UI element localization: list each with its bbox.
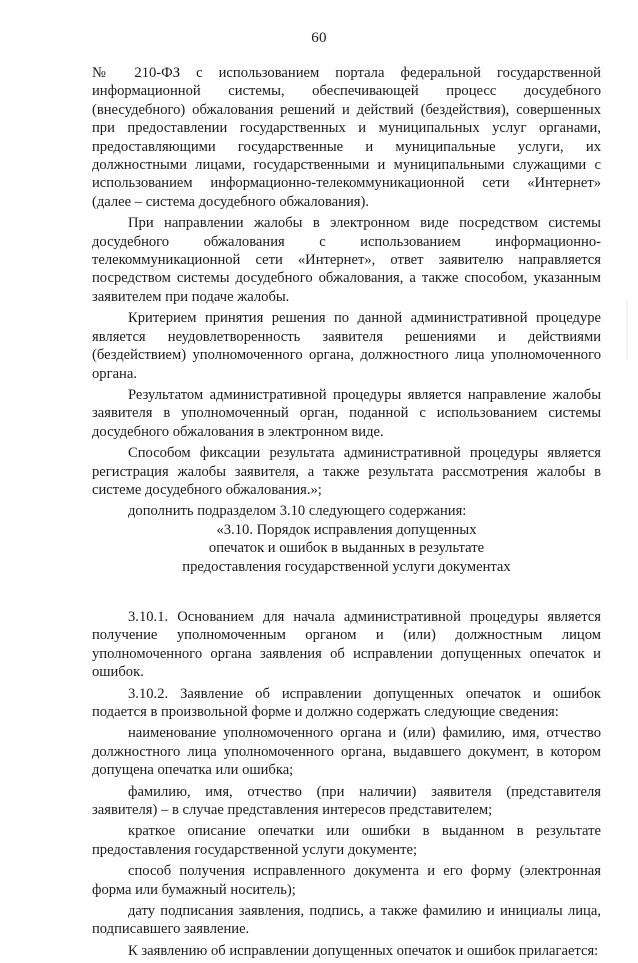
list-item: краткое описание опечатки или ошибки в выданном в результате предоставления государственной услуги документе; [92,823,601,858]
paragraph-attachments: К заявлению об исправлении допущенных опечаток и ошибок прилагается: [128,942,599,959]
paragraph-decision-criterion: Критерием принятия решения по данной административной процедуре является неудовлетворенность заявителя решениями и действиями (бездействием) уполномоченного органа, должностного лица уполномоченного органа. [92,310,601,382]
list-item: фамилию, имя, отчество (при наличии) заявителя (представителя заявителя) – в случае представления интересов представителем; [92,783,601,819]
scan-edge-shadow [626,300,628,360]
paragraph-procedure-result: Результатом административной процедуры является направление жалобы заявителя в уполномоченный орган, поданной с использованием системы досудебного обжалования в электронном виде. [92,386,601,440]
paragraph-electronic-complaint: При направлении жалобы в электронном виде посредством системы досудебного обжалования с использованием информационно-телекоммуникационной сети «Интернет», ответ заявителю направляется посредством системы досудебного обжалования, а также способом, указанным заявителем при подаче жалобы. [92,215,601,305]
section-heading [92,521,601,576]
clause-3-10-2: 3.10.2. Заявление об исправлении допущенных опечаток и ошибок подается в произвольной форме и должно содержать следующие сведения: [92,685,601,720]
list-item: дату подписания заявления, подпись, а также фамилию и инициалы лица, подписавшего заявление. [92,903,601,938]
list-item: способ получения исправленного документа и его форму (электронная форма или бумажный носитель); [92,863,601,898]
paragraph-add-subsection: дополнить подразделом 3.10 следующего содержания: [128,503,467,520]
paragraph-continuation: № 210-ФЗ с использованием портала федеральной государственной информационной системы, обеспечивающей процесс досудебного (внесудебного) обжалования решений и действий (бездействия), совершенных при предоставлении государственных и муниципальных услуг органами, предоставляющими государственные и муниципальные услуги, их должностными лицами, государственными и муниципальными служащими с использованием информационно-телекоммуникационной сети «Интернет» (далее – система досудебного обжалования). [92,65,601,210]
section-heading-line: опечаток и ошибок в выданных в результате [208,540,485,557]
page-number: 60 [311,30,327,46]
section-heading-line: «3.10. Порядок исправления допущенных [216,521,477,538]
clause-3-10-1: 3.10.1. Основанием для начала административной процедуры является получение уполномоченным органом и (или) должностным лицом уполномоченного органа заявления об исправлении допущенных опечаток и ошибок. [92,608,601,681]
paragraph-fixation-method: Способом фиксации результата административной процедуры является регистрация жалобы заявителя, а также результата рассмотрения жалобы в системе досудебного обжалования.»; [92,445,601,498]
section-heading-line: предоставления государственной услуги документах [182,558,511,575]
list-item: наименование уполномоченного органа и (или) фамилию, имя, отчество должностного лица уполномоченного органа, выдавшего документ, в котором допущена опечатка или ошибка; [92,725,601,779]
document-body [92,64,601,963]
